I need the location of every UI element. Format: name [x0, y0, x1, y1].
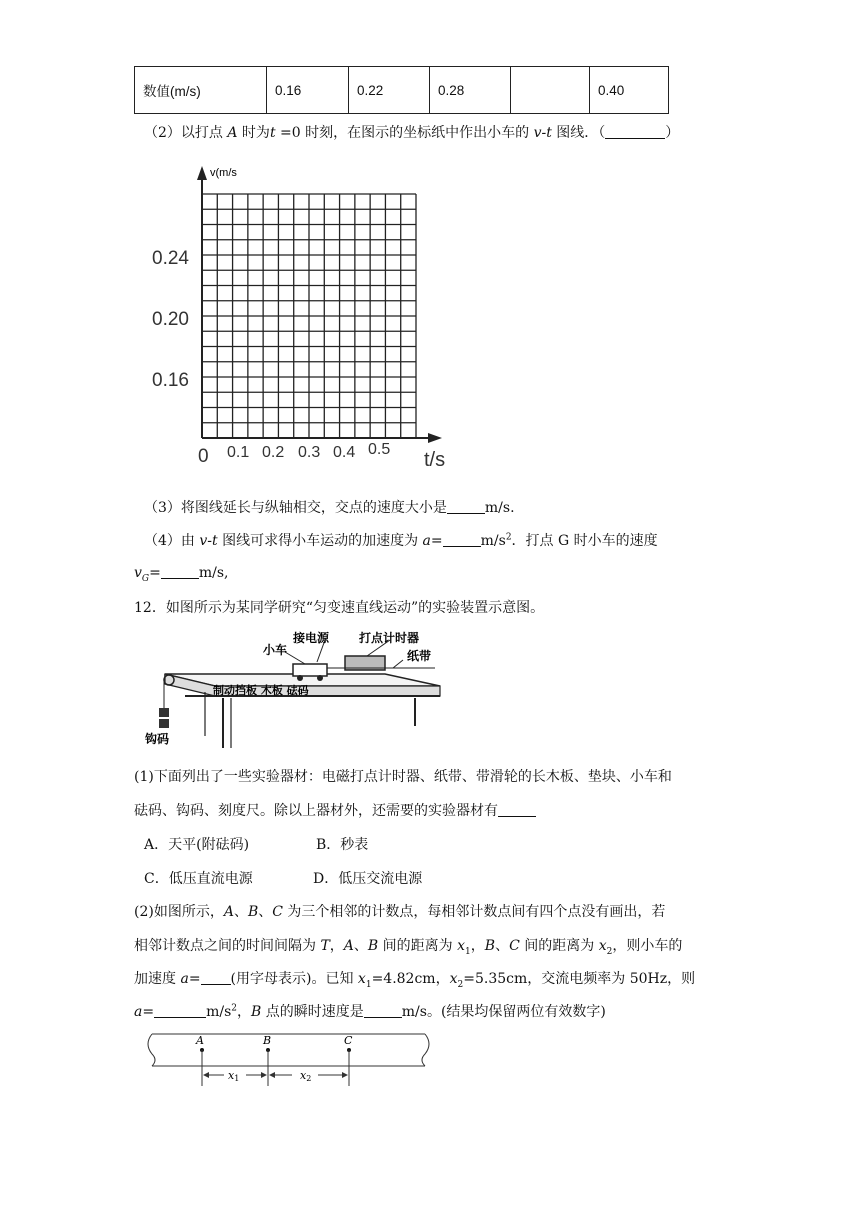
apparatus-diagram [145, 626, 445, 750]
y-axis-label: v(m/s [210, 167, 237, 179]
label-x1: x1 [228, 1069, 240, 1083]
x-axis-label: t/s [424, 449, 446, 471]
question-4-cont: $v_G= m/s$, [134, 565, 229, 584]
option-d[interactable]: D．低压交流电源 [313, 871, 423, 887]
part-2-line1: (2)如图所示，A、B、C 为三个相邻的计数点，每相邻计数点间有四个点没有画出，若 [134, 904, 666, 920]
option-c[interactable]: C．低压直流电源 [144, 871, 253, 887]
part-2-line2: 相邻计数点之间的时间间隔为 T，A、B 间的距离为 $x_1$，B、C 间的距离为 $x_2$，则小车的 [134, 938, 683, 957]
hook-weight [159, 708, 169, 717]
answer-blank[interactable] [498, 802, 536, 817]
x-tick-label: 0.5 [368, 441, 391, 458]
table-cell [511, 67, 590, 114]
label-tape: 纸带 [407, 649, 432, 663]
part-1-line1: (1)下面列出了一些实验器材：电磁打点计时器、纸带、带滑轮的长木板、垫块、小车和 [134, 769, 672, 785]
y-tick-label: 0.24 [152, 248, 189, 269]
table-cell: 0.22 [349, 67, 430, 114]
question-4: （4）由 v-t 图线可求得小车运动的加速度为 $a= m/s^2$．打点 G 时小车的速度 [144, 532, 658, 549]
paper-tape-diagram [140, 1030, 440, 1088]
label-timer: 打点计时器 [359, 631, 420, 645]
answer-blank[interactable] [605, 124, 665, 139]
table-row [135, 67, 669, 114]
answer-blank[interactable] [201, 970, 231, 985]
option-a[interactable]: A．天平(附砝码) [144, 837, 250, 853]
y-tick-label: 0.20 [152, 309, 189, 330]
answer-blank[interactable] [447, 499, 485, 514]
cart [293, 664, 327, 676]
answer-blank[interactable] [154, 1003, 206, 1018]
y-axis-arrow [197, 166, 207, 180]
answer-blank[interactable] [161, 564, 199, 579]
label-hook: 钩码 [145, 732, 170, 746]
label-b: B [263, 1034, 272, 1047]
part-2-line4: $a= m/s^2$，B 点的瞬时速度是 m/s。(结果均保留两位有效数字) [134, 1003, 606, 1020]
x-tick-label: 0.2 [262, 444, 285, 461]
answer-blank[interactable] [364, 1003, 402, 1018]
table-label-cell: 数值(m/s) [135, 67, 267, 114]
table-cell: 0.16 [267, 67, 349, 114]
question-3: （3）将图线延长与纵轴相交，交点的速度大小是 m/s. [144, 500, 515, 516]
vt-graph-paper [140, 160, 460, 475]
origin-label: 0 [198, 446, 209, 467]
label-a: A [196, 1034, 204, 1047]
x-tick-label: 0.4 [333, 444, 356, 461]
x-tick-label: 0.1 [227, 444, 250, 461]
velocity-table [134, 66, 669, 114]
x-tick-label: 0.3 [298, 444, 321, 461]
part-1-line2: 砝码、钩码、刻度尺。除以上器材外，还需要的实验器材有 [134, 800, 536, 820]
x-axis-arrow [428, 433, 442, 443]
label-bottom: 制动挡板 木板 砝码 [213, 684, 309, 697]
question-12-title: 12．如图所示为某同学研究“匀变速直线运动”的实验装置示意图。 [134, 600, 545, 616]
part-2-line3: 加速度 a= (用字母表示)。已知 $x_1=4.82cm$，$x_2=5.35cm$，交流电频率为 50Hz，则 [134, 971, 696, 990]
y-tick-label: 0.16 [152, 370, 189, 391]
label-c: C [344, 1034, 353, 1047]
question-2: （2）以打点 A 时为t =0 时刻，在图示的坐标纸中作出小车的 v-t 图线．（ ） [144, 125, 680, 141]
label-cart: 小车 [263, 643, 288, 657]
answer-blank[interactable] [443, 532, 481, 547]
table-cell: 0.40 [590, 67, 669, 114]
table-cell: 0.28 [430, 67, 511, 114]
grid [202, 194, 416, 438]
label-power: 接电源 [293, 631, 330, 645]
option-b[interactable]: B．秒表 [316, 837, 369, 853]
label-x2: x2 [300, 1069, 312, 1083]
